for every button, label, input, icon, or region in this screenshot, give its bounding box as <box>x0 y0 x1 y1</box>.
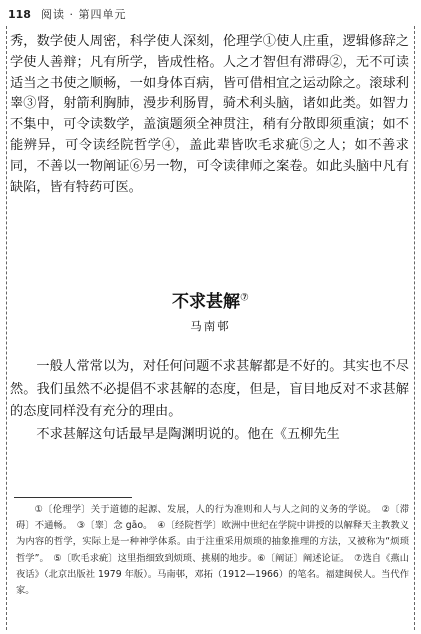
essay-paragraph: 一般人常常以为，对任何问题不求甚解都是不好的。其实也不尽然。我们虽然不必提倡不求甚解的态度，但是，盲目地反对不求甚解的态度同样没有充分的理由。 <box>10 359 409 419</box>
essay-author: 马南邨 <box>190 319 231 333</box>
section-label: 阅读 · 第四单元 <box>40 8 127 21</box>
page-header <box>8 3 126 25</box>
passage-paragraph: 秀，数学使人周密，科学使人深刻，伦理学①使人庄重，逻辑修辞之学使人善辩；凡有所学，皆成性格。人之才智但有滞碍②，无不可读适当之书使之顺畅，一如身体百病，皆可借相宜之运动除之。滚球利睾③肾，射箭利胸肺，漫步利肠胃，骑术利头脑，诸如此类。如智力不集中，可令读数学，盖演题须全神贯注，稍有分散即须重演；如不能辨异，可令读经院哲学④，盖此辈皆吹毛求疵⑤之人；如不善求同，不善以一物阐证⑥另一物，可令读律师之案卷。如此头脑中凡有缺陷，皆有特药可医。 <box>10 34 409 195</box>
essay-paragraph: 不求甚解这句话最早是陶渊明说的。他在《五柳先生 <box>36 426 340 442</box>
essay-title-text: 不求甚解 <box>172 292 241 312</box>
essay-title-footnote-mark: ⑦ <box>240 292 249 304</box>
footnote-text: ①〔伦理学〕关于道德的起源、发展，人的行为准则和人与人之间的义务的学说。 ②〔滞碍〕不通畅。 ③〔睾〕念 gāo。 ④〔经院哲学〕欧洲中世纪在学院中讲授的以解释天主教教义为内容的哲学，实际上是一种神学体系。由于注重采用烦琐的抽象推理的方法，又被称为“烦琐哲学”。 ⑤〔吹毛求疵〕这里指细致到烦琐、挑剔的地步。⑥〔阐证〕阐述论证。 ⑦选自《燕山夜话》（北京出版社 1979 年版）。马南邨，邓拓（1912—1966）的笔名。福建闽侯人。当代作家。 <box>16 504 409 597</box>
essay-title <box>0 287 421 312</box>
page-number: 118 <box>8 7 31 21</box>
essay-body <box>10 356 409 446</box>
footnotes <box>16 502 409 599</box>
passage-text <box>10 32 409 198</box>
footnote-divider <box>14 497 132 498</box>
